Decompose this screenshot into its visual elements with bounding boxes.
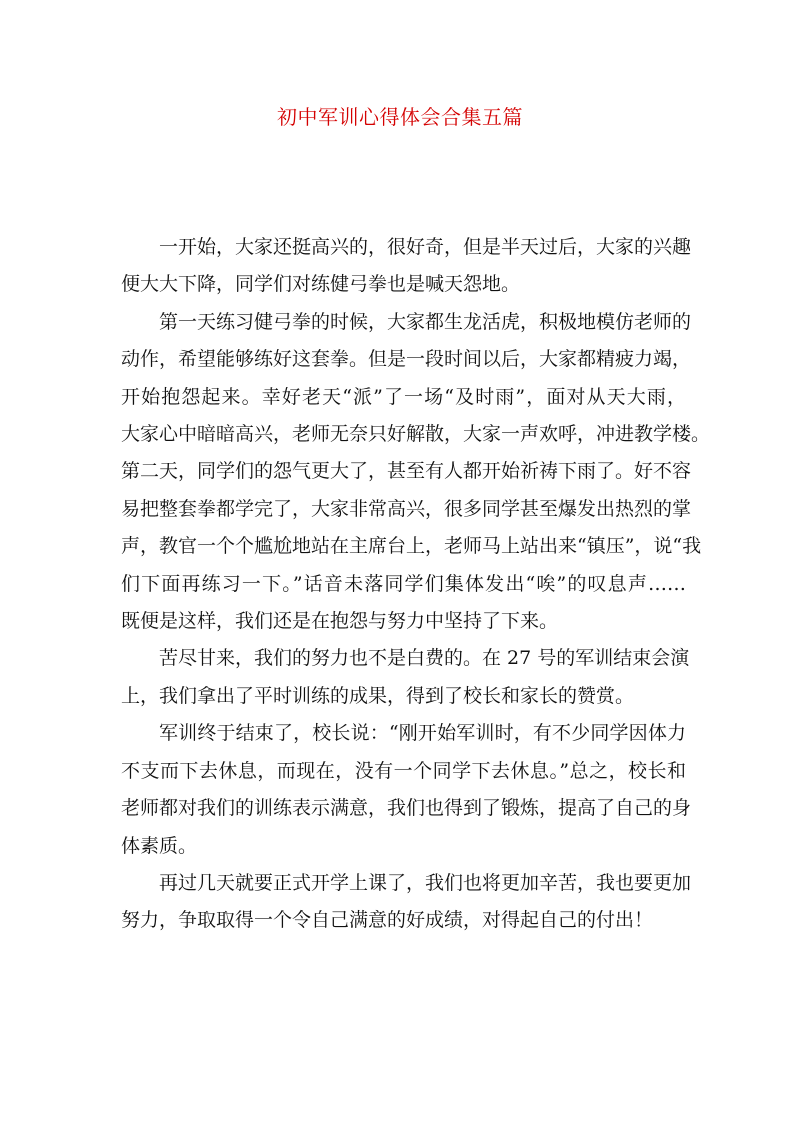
text-line: 一开始，大家还挺高兴的，很好奇，但是半天过后，大家的兴趣 [159,236,692,258]
text-line: 老师都对我们的训练表示满意，我们也得到了锻炼，提高了自己的身 [121,797,692,820]
paragraph-3 [121,640,690,715]
text-line: 动作，希望能够练好这套拳。但是一段时间以后，大家都精疲力竭， [121,348,692,371]
text-line: 既便是这样，我们还是在抱怨与努力中坚持了下来。 [121,610,559,633]
text-line: 大家心中暗暗高兴，老师无奈只好解散，大家一声欢呼，冲进教学楼。 [121,423,711,446]
text-line: 再过几天就要正式开学上课了，我们也将更加辛苦，我也要更加 [159,871,692,894]
text-line: 苦尽甘来，我们的努力也不是白费的。在 27 号的军训结束会演 [159,647,690,670]
paragraph-2 [121,304,711,641]
text-line: 不支而下去休息，而现在，没有一个同学下去休息。”总之，校长和 [121,759,686,782]
document-body [121,229,711,940]
text-line: 第一天练习健弓拳的时候，大家都生龙活虎，积极地模仿老师的 [159,310,692,333]
text-line: 声，教官一个个尴尬地站在主席台上，老师马上站出来“镇压”，说“我 [121,535,702,558]
text-line: 体素质。 [121,834,198,857]
paragraph-4 [121,715,692,865]
text-line: 开始抱怨起来。幸好老天“派”了一场“及时雨”，面对从天大雨， [121,385,686,408]
paragraph-1 [121,229,692,304]
text-line: 易把整套拳都学完了，大家非常高兴，很多同学甚至爆发出热烈的掌 [121,497,692,520]
text-line: 努力，争取取得一个令自己满意的好成绩，对得起自己的付出！ [121,909,654,932]
document-title: 初中军训心得体会合集五篇 [277,105,523,129]
paragraph-5 [121,865,692,940]
text-line: 军训终于结束了，校长说：“刚开始军训时，有不少同学因体力 [159,722,686,745]
text-line: 上，我们拿出了平时训练的成果，得到了校长和家长的赞赏。 [121,684,635,707]
text-line: 们下面再练习一下。”话音未落同学们集体发出“唉”的叹息声…… [121,572,686,595]
text-line: 第二天，同学们的怨气更大了，甚至有人都开始祈祷下雨了。好不容 [121,460,692,483]
text-line: 便大大下降，同学们对练健弓拳也是喊天怨地。 [121,273,521,296]
